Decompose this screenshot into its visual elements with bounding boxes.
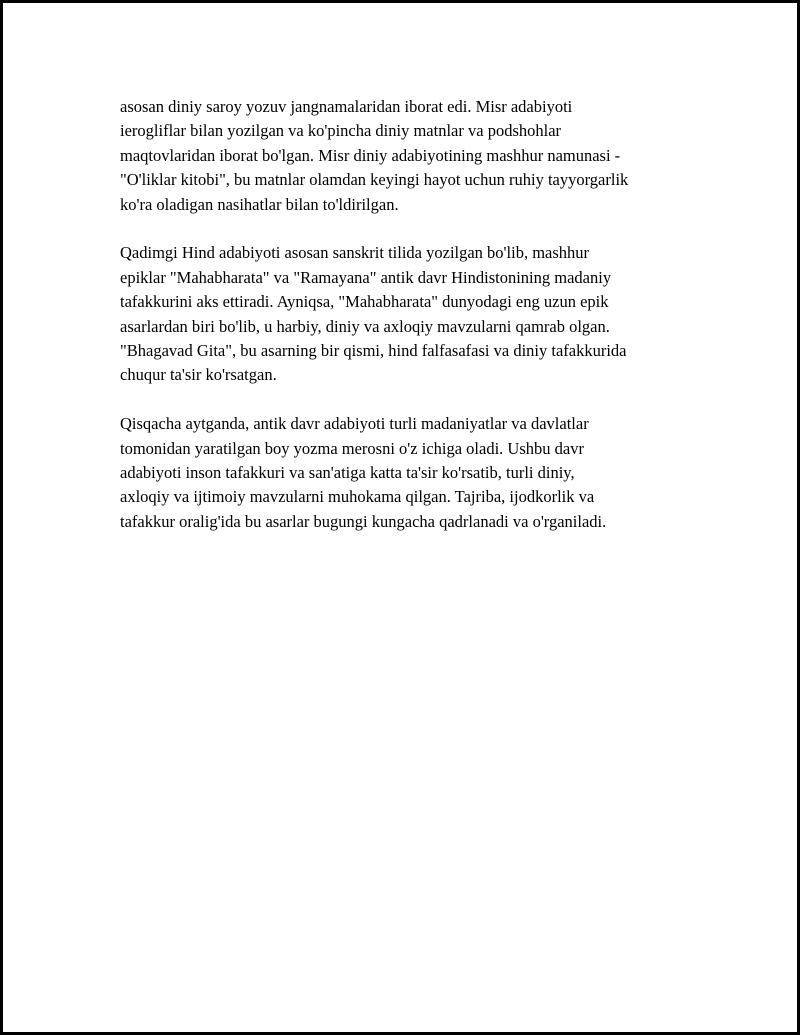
text-line: asarlardan biri bo'lib, u harbiy, diniy va axloqiy mavzularni qamrab olgan. — [120, 316, 610, 336]
text-line: epiklar "Mahabharata" va "Ramayana" antik davr Hindistonining madaniy — [120, 267, 612, 287]
text-line: ko'ra oladigan nasihatlar bilan to'ldirilgan. — [120, 194, 399, 214]
paragraph-conclusion — [120, 412, 710, 534]
document-body — [120, 95, 710, 559]
paragraph-indian-literature — [120, 241, 710, 387]
text-line: Qadimgi Hind adabiyoti asosan sanskrit tilida yozilgan bo'lib, mashhur — [120, 243, 590, 263]
text-line: asosan diniy saroy yozuv jangnamalaridan iborat edi. Misr adabiyoti — [120, 97, 573, 116]
paragraph-egypt-literature — [120, 95, 710, 217]
text-line: tafakkur oralig'ida bu asarlar bugungi kungacha qadrlanadi va o'rganiladi. — [120, 511, 607, 531]
text-line: Qisqacha aytganda, antik davr adabiyoti turli madaniyatlar va davlatlar — [120, 414, 589, 434]
text-line: adabiyoti inson tafakkuri va san'atiga katta ta'sir ko'rsatib, turli diniy, — [120, 463, 575, 483]
text-line: maqtovlaridan iborat bo'lgan. Misr diniy adabiyotining mashhur namunasi - — [120, 145, 621, 165]
text-line: chuqur ta'sir ko'rsatgan. — [120, 365, 277, 385]
text-line: "O'liklar kitobi", bu matnlar olamdan keyingi hayot uchun ruhiy tayyorgarlik — [120, 170, 629, 190]
text-line: ierogliflar bilan yozilgan va ko'pincha diniy matnlar va podshohlar — [120, 121, 562, 141]
text-line: tafakkurini aks ettiradi. Ayniqsa, "Mahabharata" dunyodagi eng uzun epik — [120, 292, 609, 312]
text-line: axloqiy va ijtimoiy mavzularni muhokama qilgan. Tajriba, ijodkorlik va — [120, 487, 595, 507]
text-line: "Bhagavad Gita", bu asarning bir qismi, hind falfasafasi va diniy tafakkurida — [120, 341, 627, 361]
text-line: tomonidan yaratilgan boy yozma merosni o'z ichiga oladi. Ushbu davr — [120, 438, 584, 458]
